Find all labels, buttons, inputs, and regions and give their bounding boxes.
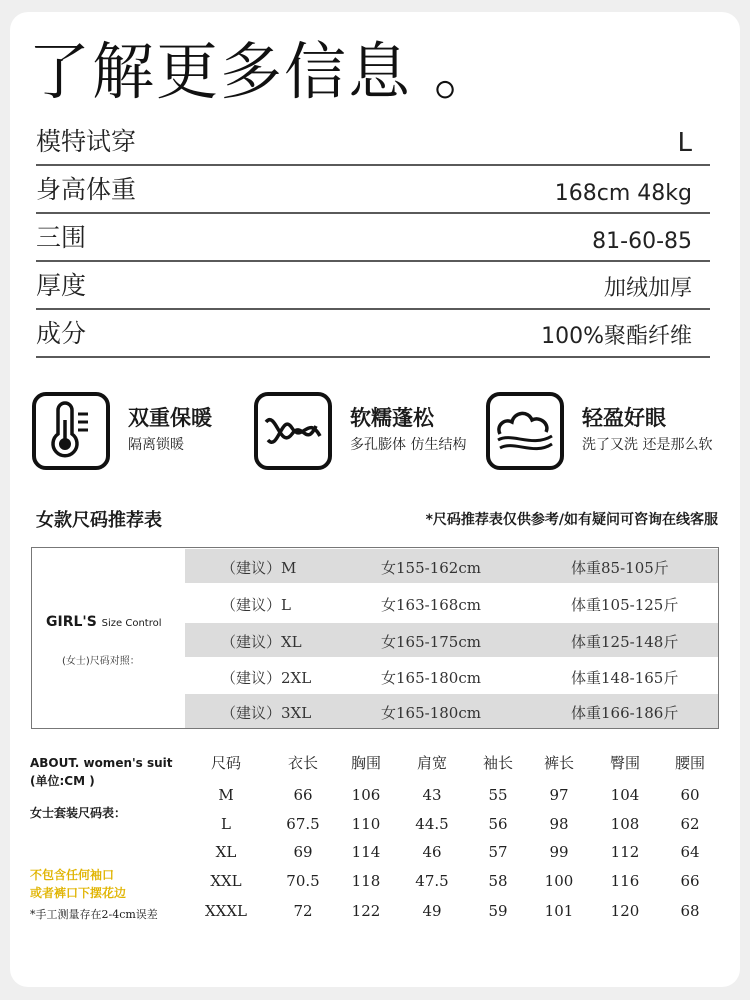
feature-subtitle: 洗了又洗 还是那么软 — [582, 437, 713, 453]
recommend-weight: 体重125-148斤 — [571, 633, 679, 651]
size-table-cell: 55 — [488, 786, 508, 804]
size-table-cell: L — [221, 815, 231, 833]
size-table-cell: 106 — [351, 786, 381, 804]
recommend-height: 女165-180cm — [381, 669, 481, 687]
recommend-size: （建议）2XL — [221, 669, 312, 687]
size-table-warning-2: 或者裤口下摆花边 — [30, 886, 127, 900]
size-table-cell: 60 — [680, 786, 700, 804]
size-table-header: 腰围 — [674, 754, 705, 772]
size-table-cell: 56 — [488, 815, 508, 833]
recommend-title: 女款尺码推荐表 — [36, 510, 162, 531]
size-table-cell: 99 — [549, 843, 569, 861]
spec-label: 模特试穿 — [36, 127, 137, 156]
brand-sub-text: Size Control — [101, 618, 162, 629]
size-table-about: ABOUT. women's suit — [30, 756, 173, 770]
size-label: (女士)尺码对照： — [62, 656, 140, 667]
recommend-size: （建议）L — [221, 596, 291, 614]
recommend-weight: 体重148-165斤 — [571, 669, 679, 687]
feature-subtitle: 隔离锁暖 — [128, 437, 184, 453]
spec-value: 100%聚酯纤维 — [541, 324, 692, 349]
size-table-header: 肩宽 — [416, 754, 447, 772]
size-table-cell: 62 — [680, 815, 700, 833]
size-table-cell: 101 — [544, 902, 574, 920]
size-table-cell: 43 — [422, 786, 442, 804]
feature-softness — [254, 388, 474, 478]
recommend-row — [185, 548, 718, 583]
spec-value: L — [677, 128, 692, 158]
size-table-cell: 66 — [293, 786, 313, 804]
size-table-cell: 59 — [488, 902, 508, 920]
recommend-height: 女165-175cm — [381, 633, 481, 651]
spec-value: 81-60-85 — [592, 229, 692, 254]
size-table-cell: 112 — [610, 843, 640, 861]
size-table-cell: 66 — [680, 872, 700, 890]
recommend-weight: 体重85-105斤 — [571, 559, 669, 577]
size-table-cell: 46 — [422, 843, 442, 861]
wave-fiber-icon — [254, 392, 332, 470]
size-table-header: 尺码 — [210, 754, 241, 772]
recommend-note: *尺码推荐表仅供参考/如有疑问可咨询在线客服 — [425, 512, 718, 528]
size-table-unit: (单位:CM ) — [30, 774, 95, 788]
size-table-cell: 57 — [488, 843, 508, 861]
size-table-header: 胸围 — [350, 754, 381, 772]
feature-title: 软糯蓬松 — [350, 406, 434, 430]
size-table-header: 袖长 — [482, 754, 513, 772]
size-table-cell: 116 — [610, 872, 640, 890]
size-table-cell: 58 — [488, 872, 508, 890]
size-table-cell: 122 — [351, 902, 381, 920]
spec-value: 168cm 48kg — [554, 181, 692, 206]
feature-lightweight — [486, 388, 726, 478]
recommend-size: （建议）3XL — [221, 704, 312, 722]
size-table-header: 裤长 — [543, 754, 574, 772]
size-table-header: 臀围 — [609, 754, 640, 772]
size-table-cell: 114 — [351, 843, 381, 861]
size-table-cell: 98 — [549, 815, 569, 833]
size-table-subtitle: 女士套装尺码表： — [30, 806, 127, 820]
size-table-cell: 118 — [351, 872, 381, 890]
spec-label: 成分 — [36, 319, 87, 348]
feature-warmth — [32, 388, 252, 478]
recommend-row — [185, 658, 718, 693]
size-table-cell: 49 — [422, 902, 442, 920]
feature-subtitle: 多孔膨体 仿生结构 — [350, 437, 467, 453]
recommend-size: （建议）M — [221, 559, 297, 577]
recommend-row — [185, 585, 718, 620]
size-table-header: 衣长 — [287, 754, 318, 772]
brand-label — [46, 614, 162, 630]
size-table-cell: M — [218, 786, 234, 804]
feature-title: 轻盈好眼 — [582, 406, 666, 430]
feature-title: 双重保暖 — [128, 406, 212, 430]
size-table-cell: 44.5 — [415, 815, 449, 833]
size-table-cell: 69 — [293, 843, 313, 861]
recommend-weight: 体重105-125斤 — [571, 596, 679, 614]
spec-row-height-weight — [36, 168, 710, 214]
size-table-cell: XXXL — [205, 902, 247, 920]
recommend-height: 女163-168cm — [381, 596, 481, 614]
brand-text: GIRL'S — [46, 614, 97, 630]
recommend-row — [185, 622, 718, 657]
recommend-row — [185, 693, 718, 728]
size-table-cell: XXL — [210, 872, 242, 890]
size-table-cell: XL — [215, 843, 237, 861]
size-table-cell: 110 — [351, 815, 381, 833]
size-table-cell: 68 — [680, 902, 700, 920]
size-table-warning-1: 不包含任何袖口 — [30, 868, 115, 882]
size-table-cell: 72 — [293, 902, 313, 920]
size-control-label — [32, 548, 184, 728]
spec-value: 加绒加厚 — [603, 276, 692, 301]
size-table-note: *手工测量存在2-4cm误差 — [30, 908, 158, 921]
spec-row-model-size — [36, 120, 710, 166]
size-table-cell: 67.5 — [286, 815, 320, 833]
thermometer-icon — [32, 392, 110, 470]
spec-row-material — [36, 312, 710, 358]
cloud-icon — [486, 392, 564, 470]
size-table-cell: 64 — [680, 843, 700, 861]
size-table-cell: 97 — [549, 786, 569, 804]
recommend-size: （建议）XL — [221, 633, 302, 651]
spec-label: 三围 — [36, 223, 87, 252]
recommend-height: 女165-180cm — [381, 704, 481, 722]
spec-row-thickness — [36, 264, 710, 310]
size-table-cell: 70.5 — [286, 872, 320, 890]
spec-row-measurements — [36, 216, 710, 262]
page-title: 了解更多信息 。 — [28, 35, 498, 108]
spec-label: 厚度 — [36, 271, 87, 300]
size-table-cell: 47.5 — [415, 872, 449, 890]
size-table-cell: 108 — [610, 815, 640, 833]
size-table-cell: 120 — [610, 902, 640, 920]
size-table-cell: 100 — [544, 872, 574, 890]
size-recommendation-table — [31, 547, 719, 729]
spec-label: 身高体重 — [36, 175, 137, 204]
recommend-weight: 体重166-186斤 — [571, 704, 679, 722]
size-table-cell: 104 — [610, 786, 640, 804]
recommend-height: 女155-162cm — [381, 559, 481, 577]
